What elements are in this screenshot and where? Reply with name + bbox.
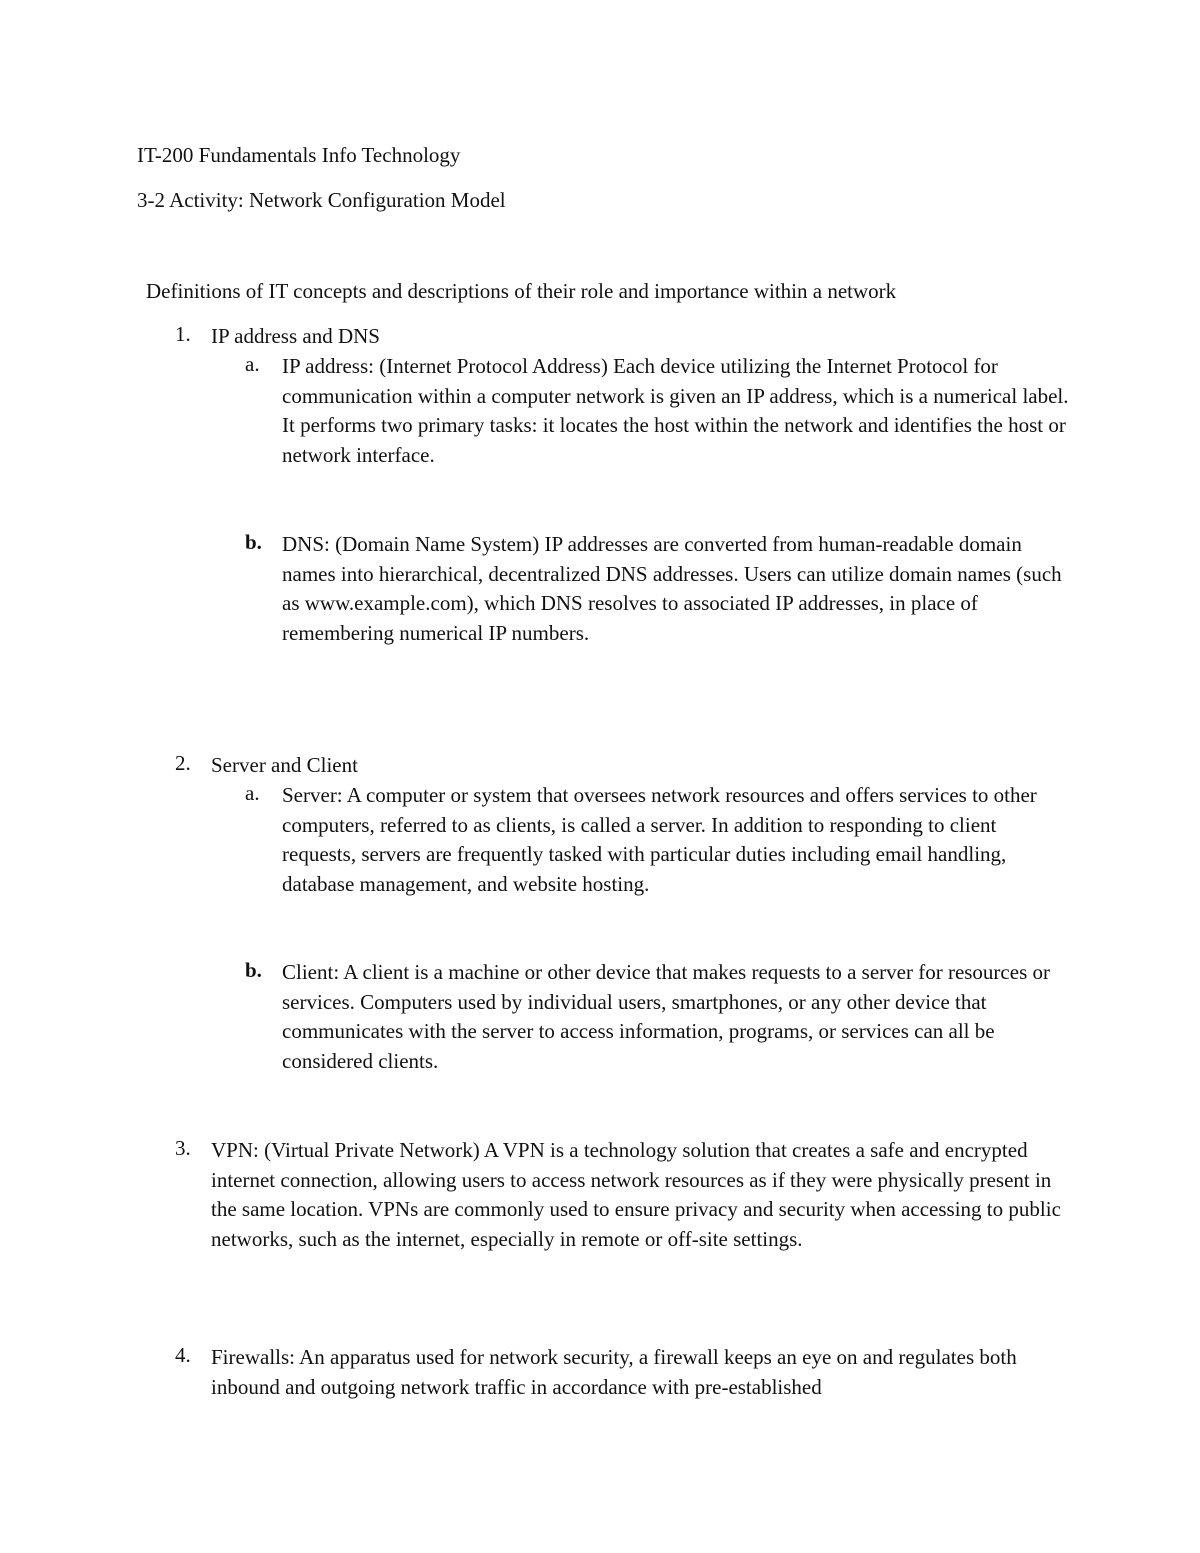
ip-address-definition: IP address: (Internet Protocol Address) Each device utilizing the Internet Protocol for communication within a computer network is given an IP address, which is a numerical label. It performs two primary tasks: it locates the host within the network and identifies the host or network interface. — [282, 354, 1069, 467]
list-marker: 4. — [175, 1343, 191, 1367]
list-marker: 1. — [175, 322, 191, 346]
sub-list-marker: a. — [245, 781, 260, 805]
dns-definition: DNS: (Domain Name System) IP addresses are converted from human-readable domain names into hierarchical, decentralized DNS addresses. Users can utilize domain names (such as www.example.com), which DNS resolves to associated IP addresses, in place of remembering numerical IP numbers. — [282, 532, 1062, 645]
list-marker: 2. — [175, 751, 191, 775]
course-title: IT-200 Fundamentals Info Technology — [137, 143, 461, 167]
firewalls-definition: Firewalls: An apparatus used for network security, a firewall keeps an eye on and regulates both inbound and outgoing network traffic in accordance with pre-established — [211, 1345, 1017, 1399]
list-item-title: IP address and DNS — [211, 324, 380, 348]
client-definition: Client: A client is a machine or other device that makes requests to a server for resources or services. Computers used by individual users, smartphones, or any other device that communicates with the server to access information, programs, or services can all be considered clients. — [282, 960, 1050, 1073]
vpn-definition: VPN: (Virtual Private Network) A VPN is a technology solution that creates a safe and encrypted internet connection, allowing users to access network resources as if they were physically present in the same location. VPNs are commonly used to ensure privacy and security when accessing to public networks, such as the internet, especially in remote or off-site settings. — [211, 1138, 1061, 1251]
sub-list-marker: b. — [245, 530, 262, 554]
list-marker: 3. — [175, 1136, 191, 1160]
intro-heading: Definitions of IT concepts and descriptions of their role and importance within a network — [146, 279, 897, 303]
list-item-title: Server and Client — [211, 753, 358, 777]
server-definition: Server: A computer or system that oversees network resources and offers services to other computers, referred to as clients, is called a server. In addition to responding to client requests, servers are frequently tasked with particular duties including email handling, database management, and website hosting. — [282, 783, 1037, 896]
sub-list-marker: b. — [245, 958, 262, 982]
activity-title: 3-2 Activity: Network Configuration Model — [137, 188, 506, 212]
sub-list-marker: a. — [245, 352, 260, 376]
